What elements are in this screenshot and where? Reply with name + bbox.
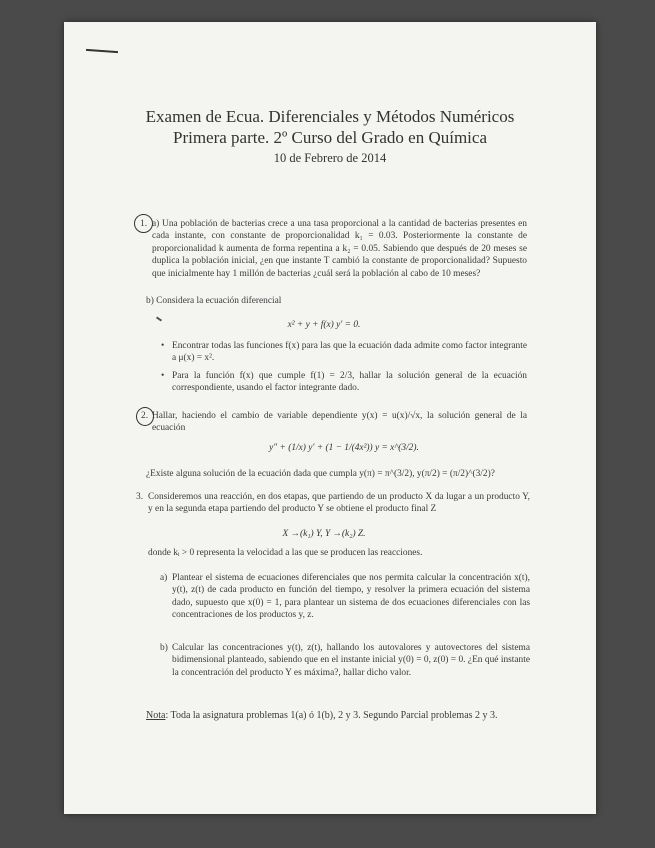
problem3-label: 3. [136, 492, 144, 502]
problem3-where: donde kᵢ > 0 representa la velocidad a las que se producen las reacciones. [148, 548, 423, 558]
problem1b-equation: x² + y + f(x) y′ = 0. [287, 320, 361, 330]
problem1a-text: a) Una población de bacterias crece a una tasa proporcional a la cantidad de bacterias presentes en cada instante, con constante de proporcionalidad k₁ = 0.03. Posteriormente la constante de proporcionalidad k aumenta de forma repentina a k₂ = 0.05. Sabiendo que después de 20 meses se duplica la población inicial, ¿en que instante T cambió la constante de proporcionalidad? Supuesto que inicialmente hay 1 millón de bacterias ¿cuál será la población al cabo de 10 meses? [152, 219, 527, 279]
exam-note [146, 709, 531, 722]
problem1b-intro: b) Considera la ecuación diferencial [146, 296, 282, 306]
problem1b-bullet2: • Para la función f(x) que cumple f(1) = 2/3, hallar la solución general de la ecuación correspondiente, usando el factor integrante dado. [172, 370, 527, 395]
exam-date: 10 de Febrero de 2014 [273, 151, 387, 165]
hand-mark [156, 316, 162, 321]
exam-header [64, 107, 596, 167]
problem2-question: ¿Existe alguna solución de la ecuación dada que cumpla y(π) = π^(3/2), y(π/2) = (π/2)^(3/2)? [146, 469, 495, 479]
problem3-reaction: X →(k₁) Y, Y →(k₂) Z. [282, 529, 366, 539]
exam-sheet [64, 22, 596, 814]
problem1b-bullet1: • Encontrar todas las funciones f(x) para las que la ecuación dada admite como factor integrante a μ(x) = x². [172, 340, 527, 365]
problem1-label: 1. [140, 219, 148, 229]
pen-stroke-mark [86, 49, 118, 53]
problem2-text: Hallar, haciendo el cambio de variable dependiente y(x) = u(x)/√x, la solución general de la ecuación [152, 411, 527, 434]
problem3b-label: b) [160, 643, 168, 653]
problem3b-text: Calcular las concentraciones y(t), z(t), hallando los autovalores y autovectores del sistema bidimensional planteado, sabiendo que en el instante inicial y(0) = 0, z(0) = 0. ¿En qué instante la concentración del producto Y es máxima?, hallar dicho valor. [172, 643, 530, 678]
problem3a-text: Plantear el sistema de ecuaciones diferenciales que nos permita calcular la concentración x(t), y(t), z(t) de cada producto en función del tiempo, y resolver la primera ecuación del sistema dado, supuesto que x(0) = 1, para plantear un sistema de dos ecuaciones diferenciales con las concentraciones de los productos y, z. [172, 573, 530, 621]
problem3a-label: a) [160, 573, 168, 583]
problem2-equation: y″ + (1/x) y′ + (1 − 1/(4x²)) y = x^(3/2). [269, 443, 419, 453]
problem2-label: 2. [141, 411, 149, 421]
note-label: Nota [146, 710, 166, 721]
problem3-text: Consideremos una reacción, en dos etapas, que partiendo de un producto X da lugar a un producto Y, y en la segunda etapa partiendo del producto Y se obtiene el producto final Z [148, 492, 530, 515]
note-text: : Toda la asignatura problemas 1(a) ó 1(b), 2 y 3. Segundo Parcial problemas 2 y 3. [165, 710, 498, 721]
exam-title-line1: Examen de Ecua. Diferenciales y Métodos Numéricos [145, 107, 515, 126]
exam-title-line2: Primera parte. 2º Curso del Grado en Química [172, 128, 487, 147]
